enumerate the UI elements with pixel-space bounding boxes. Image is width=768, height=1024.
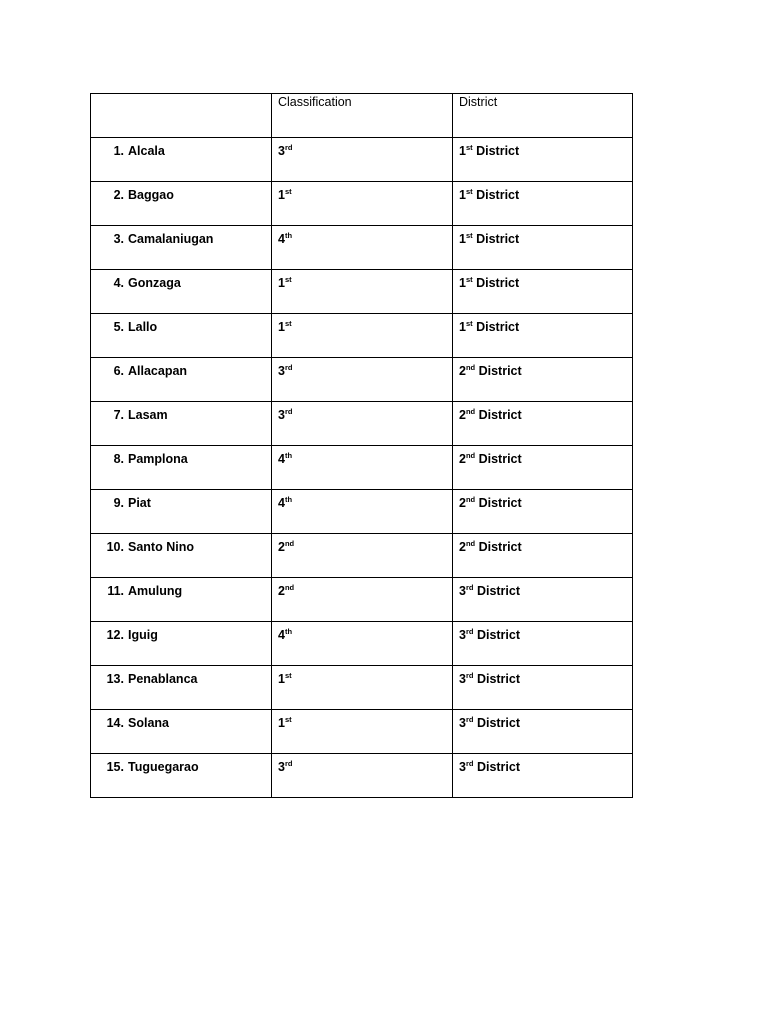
row-number: 6. <box>113 364 124 378</box>
municipality-cell <box>91 446 272 490</box>
classification-cell <box>272 138 453 182</box>
district-word: District <box>478 452 522 466</box>
classification-number: 3 <box>278 144 285 158</box>
row-number: 13. <box>106 672 124 686</box>
municipality-cell <box>91 314 272 358</box>
municipality-cell <box>91 754 272 798</box>
district-suffix: rd <box>465 715 474 724</box>
table-row <box>91 666 633 710</box>
district-word: District <box>476 584 521 598</box>
district-number: 2 <box>459 496 466 510</box>
row-number: 11. <box>107 584 124 598</box>
district-cell <box>453 622 633 666</box>
municipality-cell <box>91 666 272 710</box>
classification-number: 3 <box>278 760 285 774</box>
table-row <box>91 138 633 182</box>
municipality-cell <box>91 710 272 754</box>
classification-suffix: st <box>284 275 292 284</box>
district-cell <box>453 578 633 622</box>
municipality-name: Tuguegarao <box>128 760 199 774</box>
classification-number: 4 <box>278 496 285 510</box>
table-row <box>91 490 633 534</box>
district-number: 3 <box>459 760 466 774</box>
municipality-name: Lasam <box>128 408 168 422</box>
district-suffix: rd <box>465 583 474 592</box>
district-number: 2 <box>459 408 466 422</box>
district-cell <box>453 490 633 534</box>
classification-suffix: st <box>284 715 292 724</box>
district-suffix: nd <box>465 407 476 416</box>
district-cell <box>453 402 633 446</box>
classification-cell <box>272 270 453 314</box>
table-row <box>91 446 633 490</box>
municipality-cell <box>91 226 272 270</box>
classification-suffix: st <box>284 319 292 328</box>
municipality-name: Piat <box>128 496 151 510</box>
district-word: District <box>476 672 521 686</box>
district-number: 1 <box>459 320 466 334</box>
district-cell <box>453 270 633 314</box>
classification-suffix: rd <box>284 363 293 372</box>
classification-suffix: th <box>284 451 293 460</box>
classification-suffix: rd <box>284 759 293 768</box>
classification-number: 2 <box>278 584 285 598</box>
header-district: District <box>453 94 633 138</box>
table-row <box>91 402 633 446</box>
district-number: 1 <box>459 144 466 158</box>
table-row <box>91 314 633 358</box>
district-word: District <box>478 364 522 378</box>
row-number: 12. <box>106 628 124 642</box>
district-number: 2 <box>459 364 466 378</box>
district-suffix: nd <box>465 451 476 460</box>
municipality-cell <box>91 138 272 182</box>
municipality-name: Solana <box>128 716 169 730</box>
classification-cell <box>272 534 453 578</box>
district-cell <box>453 314 633 358</box>
row-number: 3. <box>113 232 124 246</box>
table-row <box>91 578 633 622</box>
table-header-row <box>91 94 633 138</box>
classification-cell <box>272 358 453 402</box>
classification-cell <box>272 578 453 622</box>
municipality-name: Gonzaga <box>128 276 181 290</box>
district-word: District <box>476 232 520 246</box>
district-suffix: rd <box>465 627 474 636</box>
municipality-cell <box>91 402 272 446</box>
classification-number: 1 <box>278 276 285 290</box>
classification-cell <box>272 402 453 446</box>
district-word: District <box>476 760 521 774</box>
district-cell <box>453 446 633 490</box>
row-number: 14. <box>106 716 124 730</box>
classification-number: 3 <box>278 364 285 378</box>
table-row <box>91 182 633 226</box>
district-number: 1 <box>459 232 466 246</box>
row-number: 10. <box>106 540 124 554</box>
municipality-name: Camalaniugan <box>128 232 214 246</box>
district-word: District <box>476 276 520 290</box>
table-row <box>91 534 633 578</box>
classification-cell <box>272 446 453 490</box>
district-suffix: nd <box>465 539 476 548</box>
municipality-name: Pamplona <box>128 452 188 466</box>
district-word: District <box>476 144 520 158</box>
district-suffix: st <box>465 231 473 240</box>
district-word: District <box>476 716 521 730</box>
district-number: 3 <box>459 628 466 642</box>
district-cell <box>453 666 633 710</box>
classification-number: 1 <box>278 716 285 730</box>
table-row <box>91 622 633 666</box>
district-suffix: st <box>465 143 473 152</box>
district-cell <box>453 358 633 402</box>
classification-suffix: th <box>284 495 293 504</box>
district-word: District <box>478 540 522 554</box>
municipality-cell <box>91 622 272 666</box>
district-number: 1 <box>459 276 466 290</box>
table-row <box>91 710 633 754</box>
row-number: 2. <box>113 188 124 202</box>
district-suffix: rd <box>465 759 474 768</box>
row-number: 9. <box>113 496 124 510</box>
municipality-name: Alcala <box>128 144 165 158</box>
classification-suffix: rd <box>284 407 293 416</box>
classification-suffix: nd <box>284 539 295 548</box>
district-cell <box>453 534 633 578</box>
municipality-table <box>90 93 633 798</box>
district-cell <box>453 754 633 798</box>
classification-number: 4 <box>278 232 285 246</box>
district-number: 2 <box>459 452 466 466</box>
row-number: 4. <box>113 276 124 290</box>
district-cell <box>453 710 633 754</box>
district-word: District <box>478 408 522 422</box>
district-suffix: st <box>465 275 473 284</box>
classification-number: 2 <box>278 540 285 554</box>
classification-cell <box>272 490 453 534</box>
municipality-name: Penablanca <box>128 672 198 686</box>
district-number: 3 <box>459 584 466 598</box>
municipality-cell <box>91 578 272 622</box>
row-number: 7. <box>113 408 124 422</box>
municipality-cell <box>91 358 272 402</box>
district-word: District <box>476 188 520 202</box>
classification-suffix: th <box>284 627 293 636</box>
header-municipality <box>91 94 272 138</box>
classification-number: 1 <box>278 320 285 334</box>
district-cell <box>453 226 633 270</box>
row-number: 1. <box>113 144 124 158</box>
table-row <box>91 226 633 270</box>
table-row <box>91 754 633 798</box>
row-number: 15. <box>106 760 124 774</box>
district-number: 3 <box>459 672 466 686</box>
classification-number: 4 <box>278 452 285 466</box>
table-row <box>91 358 633 402</box>
classification-suffix: st <box>284 671 292 680</box>
district-suffix: st <box>465 187 473 196</box>
classification-suffix: st <box>284 187 292 196</box>
district-word: District <box>476 628 521 642</box>
classification-suffix: th <box>284 231 293 240</box>
table-row <box>91 270 633 314</box>
classification-cell <box>272 314 453 358</box>
district-suffix: nd <box>465 363 476 372</box>
classification-cell <box>272 622 453 666</box>
municipality-name: Baggao <box>128 188 174 202</box>
classification-number: 1 <box>278 672 285 686</box>
municipality-cell <box>91 534 272 578</box>
classification-suffix: rd <box>284 143 293 152</box>
classification-suffix: nd <box>284 583 295 592</box>
classification-number: 1 <box>278 188 285 202</box>
table-body <box>91 94 633 798</box>
classification-cell <box>272 226 453 270</box>
district-suffix: rd <box>465 671 474 680</box>
municipality-cell <box>91 490 272 534</box>
header-classification: Classification <box>272 94 453 138</box>
municipality-cell <box>91 182 272 226</box>
district-number: 3 <box>459 716 466 730</box>
district-suffix: nd <box>465 495 476 504</box>
district-cell <box>453 138 633 182</box>
municipality-name: Allacapan <box>128 364 188 378</box>
district-word: District <box>476 320 520 334</box>
classification-cell <box>272 710 453 754</box>
district-number: 2 <box>459 540 466 554</box>
municipality-cell <box>91 270 272 314</box>
classification-number: 3 <box>278 408 285 422</box>
classification-cell <box>272 182 453 226</box>
municipality-name: Iguig <box>128 628 158 642</box>
classification-cell <box>272 754 453 798</box>
classification-cell <box>272 666 453 710</box>
municipality-name: Lallo <box>128 320 158 334</box>
district-cell <box>453 182 633 226</box>
classification-number: 4 <box>278 628 285 642</box>
municipality-name: Santo Nino <box>128 540 194 554</box>
district-number: 1 <box>459 188 466 202</box>
municipality-name: Amulung <box>128 584 183 598</box>
district-word: District <box>478 496 522 510</box>
row-number: 8. <box>113 452 124 466</box>
row-number: 5. <box>113 320 124 334</box>
district-suffix: st <box>465 319 473 328</box>
